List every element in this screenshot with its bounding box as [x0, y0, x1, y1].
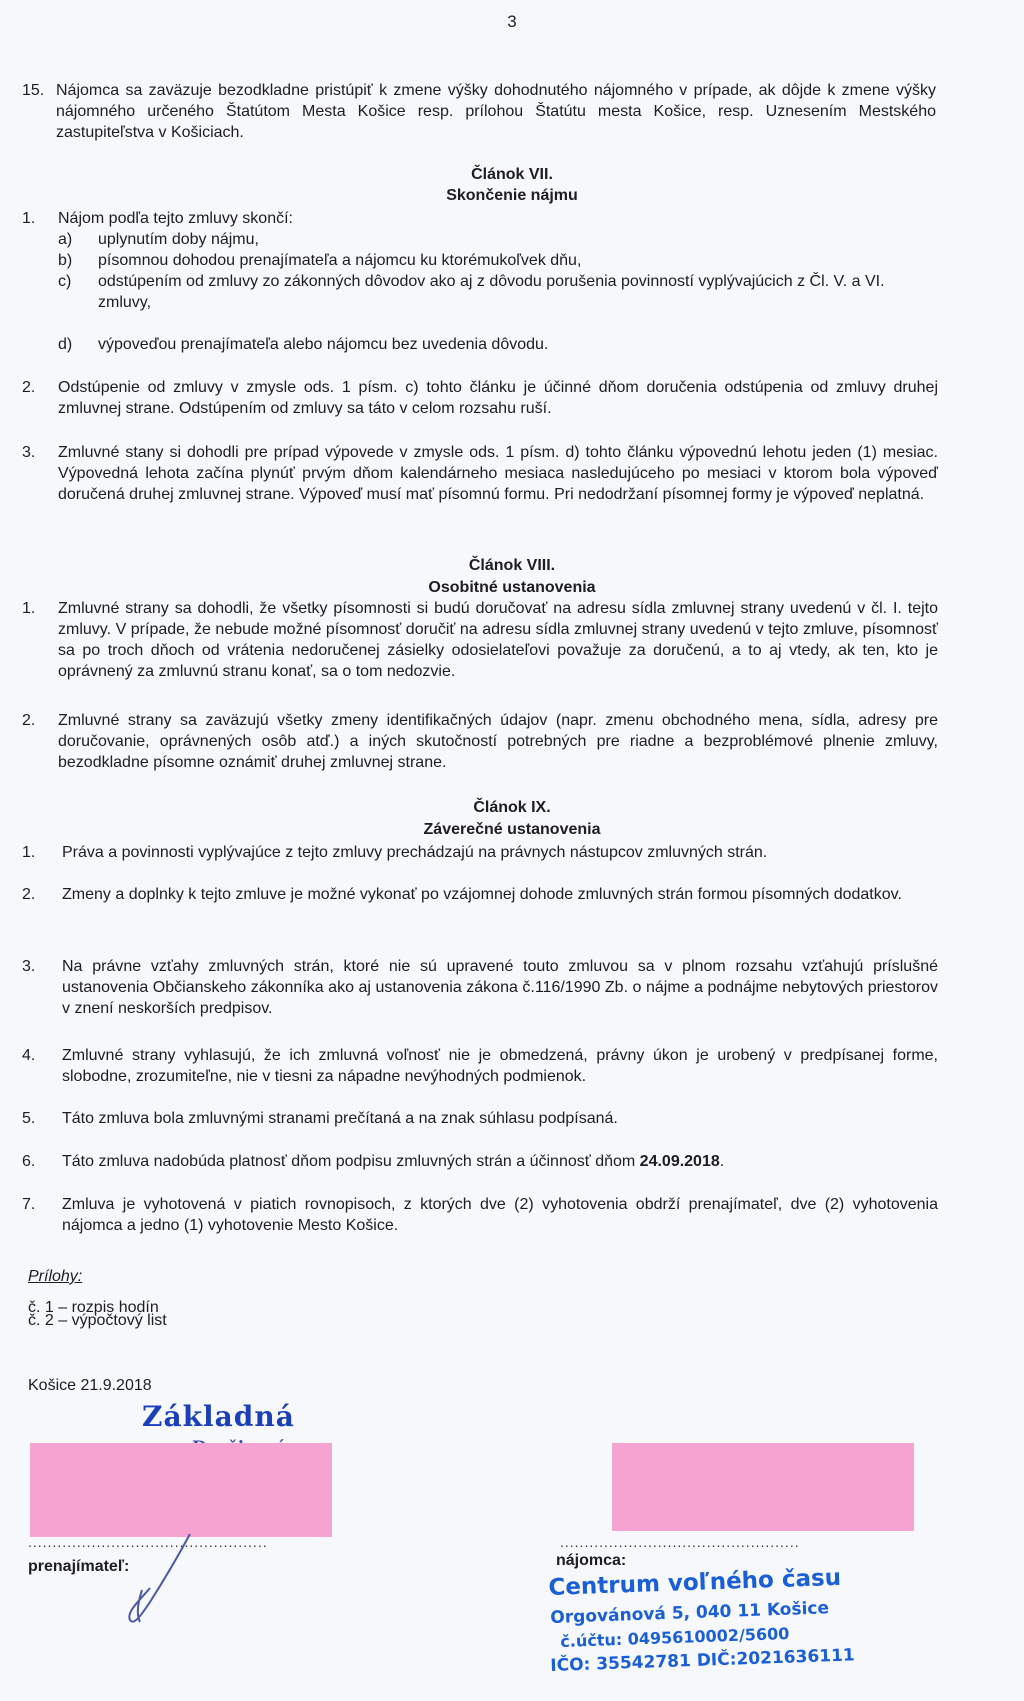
list-text: odstúpením od zmluvy zo zákonných dôvodov ako aj z dôvodu porušenia povinností vyplývajúcich z Čl. V. a VI. zmluvy,: [98, 273, 885, 311]
paragraph-number: 3.: [22, 958, 36, 975]
paragraph-number: 2.: [22, 886, 36, 903]
tenant-stamp-account: č.účtu: 0495610002/5600: [560, 1624, 790, 1651]
article-8-paragraph-1: [22, 598, 992, 686]
tenant-stamp-name: Centrum voľného času: [548, 1564, 842, 1601]
paragraph-number: 4.: [22, 1047, 36, 1064]
article-7-paragraph-3: [22, 442, 992, 530]
list-item-b: [58, 250, 988, 272]
list-item-c: [58, 271, 988, 315]
paragraph-text-end: .: [719, 1153, 725, 1170]
list-letter: b): [58, 252, 73, 269]
article-9-title: Článok IX.: [473, 799, 551, 816]
landlord-label: prenajímateľ:: [28, 1558, 130, 1575]
article-7-paragraph-2: [22, 377, 992, 421]
redaction-box-right: [612, 1443, 914, 1531]
paragraph-number: 2.: [22, 712, 36, 729]
paragraph-text: Táto zmluva bola zmluvnými stranami prečítaná a na znak súhlasu podpísaná.: [62, 1110, 618, 1127]
tenant-stamp-address: Orgovánová 5, 040 11 Košice: [550, 1598, 830, 1628]
tenant-stamp-ids: IČO: 35542781 DIČ:2021636111: [550, 1645, 856, 1676]
article-9-paragraph-6: [22, 1151, 992, 1173]
signature-line-right: .................................................: [560, 1534, 800, 1550]
list-letter: a): [58, 231, 73, 248]
article-9-paragraph-4: [22, 1045, 992, 1089]
article-7-paragraph-1: [22, 208, 992, 230]
attachments-label: Prílohy:: [28, 1268, 83, 1285]
paragraph-number: 7.: [22, 1196, 36, 1213]
signature-scribble-icon: [80, 1530, 210, 1630]
article-9-paragraph-2: [22, 884, 992, 928]
place-and-date: Košice 21.9.2018: [28, 1377, 152, 1394]
list-item-d: [58, 334, 988, 356]
paragraph-text: Zmeny a doplnky k tejto zmluve je možné vykonať po vzájomnej dohode zmluvných strán formou písomných dodatkov.: [62, 886, 902, 903]
attachment-1: č. 1 – rozpis hodín: [28, 1299, 159, 1316]
article-7-title: Článok VII.: [471, 166, 553, 183]
paragraph-15: [22, 80, 992, 146]
redaction-box-left: [30, 1443, 332, 1537]
paragraph-text: Práva a povinnosti vyplývajúce z tejto zmluvy prechádzajú na právnych nástupcov zmluvných strán.: [62, 844, 768, 861]
article-9-paragraph-5: [22, 1108, 992, 1130]
paragraph-text: Na právne vzťahy zmluvných strán, ktoré nie sú upravené touto zmluvou sa v plnom rozsahu vzťahujú príslušné ustanovenia Občianskeho zákonníka ako aj ustanovenia zákona č.116/1990 Zb. o nájme a podnájme nebytových priestorov v znení neskorších predpisov.: [62, 958, 938, 1017]
list-text: písomnou dohodou prenajímateľa a nájomcu ku ktorémukoľvek dňu,: [98, 252, 582, 269]
list-letter: c): [58, 273, 72, 290]
paragraph-text: Odstúpenie od zmluvy v zmysle ods. 1 písm. c) tohto článku je účinné dňom doručenia odstúpenia od zmluvy druhej zmluvnej strane. Odstúpením od zmluvy sa táto v celom rozsahu ruší.: [58, 379, 938, 417]
article-7-subtitle: Skončenie nájmu: [446, 187, 578, 204]
article-9-subtitle: Záverečné ustanovenia: [423, 821, 601, 838]
paragraph-text: Zmluvné strany sa dohodli, že všetky písomnosti si budú doručovať na adresu sídla zmluvnej strany uvedenú v čl. I. tejto zmluvy. V prípade, že nebude možné písomnosť doručiť na adresu sídla zmluvnej strany uvedenú v tejto zmluve, písomnosť sa po troch dňoch od vrátenia nedoručenej zásielky odosielateľovi považuje za doručenú, a to aj vtedy, ak ten, kto je oprávnený za zmluvnú stranu konať, sa o tom nedozvie.: [58, 600, 938, 680]
paragraph-text: Zmluva je vyhotovená v piatich rovnopisoch, z ktorých dve (2) vyhotovenia obdrží prenajímateľ, dve (2) vyhotovenia nájomca a jedno (1) vyhotovenie Mesto Košice.: [62, 1196, 938, 1234]
list-item-a: [58, 229, 988, 251]
page-number: 3: [507, 12, 517, 31]
paragraph-text: Zmluvné stany si dohodli pre prípad výpovede v zmysle ods. 1 písm. d) tohto článku výpovednú lehotu jeden (1) mesiac. Výpovedná lehota začína plynúť prvým dňom kalendárneho mesiaca nasledujúceho po mesiaci v ktorom bola výpoveď doručená druhej zmluvnej strane. Výpoveď musí mať písomnú formu. Pri nedodržaní písomnej formy je výpoveď neplatná.: [58, 444, 938, 503]
paragraph-number: 1.: [22, 600, 36, 617]
article-8-paragraph-2: [22, 710, 992, 776]
paragraph-number: 1.: [22, 210, 36, 227]
paragraph-text: Nájom podľa tejto zmluvy skončí:: [58, 210, 293, 227]
paragraph-text: [62, 1151, 938, 1172]
paragraph-text: Zmluvné strany sa zaväzujú všetky zmeny identifikačných údajov (napr. zmenu obchodného mena, sídla, adresy pre doručovanie, oprávnených osôb atď.) a iných skutočností potrebných pre riadne a bezproblémové plnenie zmluvy, bezodkladne písomne oznámiť druhej zmluvnej strane.: [58, 712, 938, 771]
paragraph-number: 3.: [22, 444, 36, 461]
list-letter: d): [58, 336, 73, 353]
article-9-paragraph-3: [22, 956, 992, 1022]
article-8-title: Článok VIII.: [468, 557, 556, 574]
list-text: výpoveďou prenajímateľa alebo nájomcu bez uvedenia dôvodu.: [98, 336, 549, 353]
tenant-label: nájomca:: [556, 1552, 627, 1569]
signature-line-left: .................................................: [28, 1534, 268, 1550]
paragraph-text: Zmluvné strany vyhlasujú, že ich zmluvná voľnosť nie je obmedzená, právny úkon je urobený v predpísanej forme, slobodne, zrozumiteľne, nie v tiesni za nápadne nevýhodných podmienok.: [62, 1047, 938, 1085]
paragraph-text: Nájomca sa zaväzuje bezodkladne pristúpiť k zmene výšky dohodnutého nájomného v prípade, ak dôjde k zmene výšky nájomného určeného Štatútom Mesta Košice resp. prílohou Štatútu mesta Košice, resp. Uznesením Mestského zastupiteľstva v Košiciach.: [56, 82, 936, 141]
article-9-paragraph-7: [22, 1194, 992, 1238]
paragraph-number: 5.: [22, 1110, 36, 1127]
paragraph-number: 2.: [22, 379, 36, 396]
paragraph-number: 1.: [22, 844, 36, 861]
paragraph-text-start: Táto zmluva nadobúda platnosť dňom podpisu zmluvných strán a účinnosť dňom: [62, 1153, 640, 1170]
paragraph-number: 15.: [22, 82, 45, 99]
list-text: uplynutím doby nájmu,: [98, 231, 259, 248]
article-8-subtitle: Osobitné ustanovenia: [428, 579, 596, 596]
paragraph-number: 6.: [22, 1153, 36, 1170]
article-9-paragraph-1: [22, 842, 992, 864]
attachment-2: č. 2 – výpočtový list: [28, 1312, 167, 1329]
landlord-stamp-name: Základná: [142, 1400, 295, 1433]
effective-date: 24.09.2018: [639, 1153, 720, 1170]
